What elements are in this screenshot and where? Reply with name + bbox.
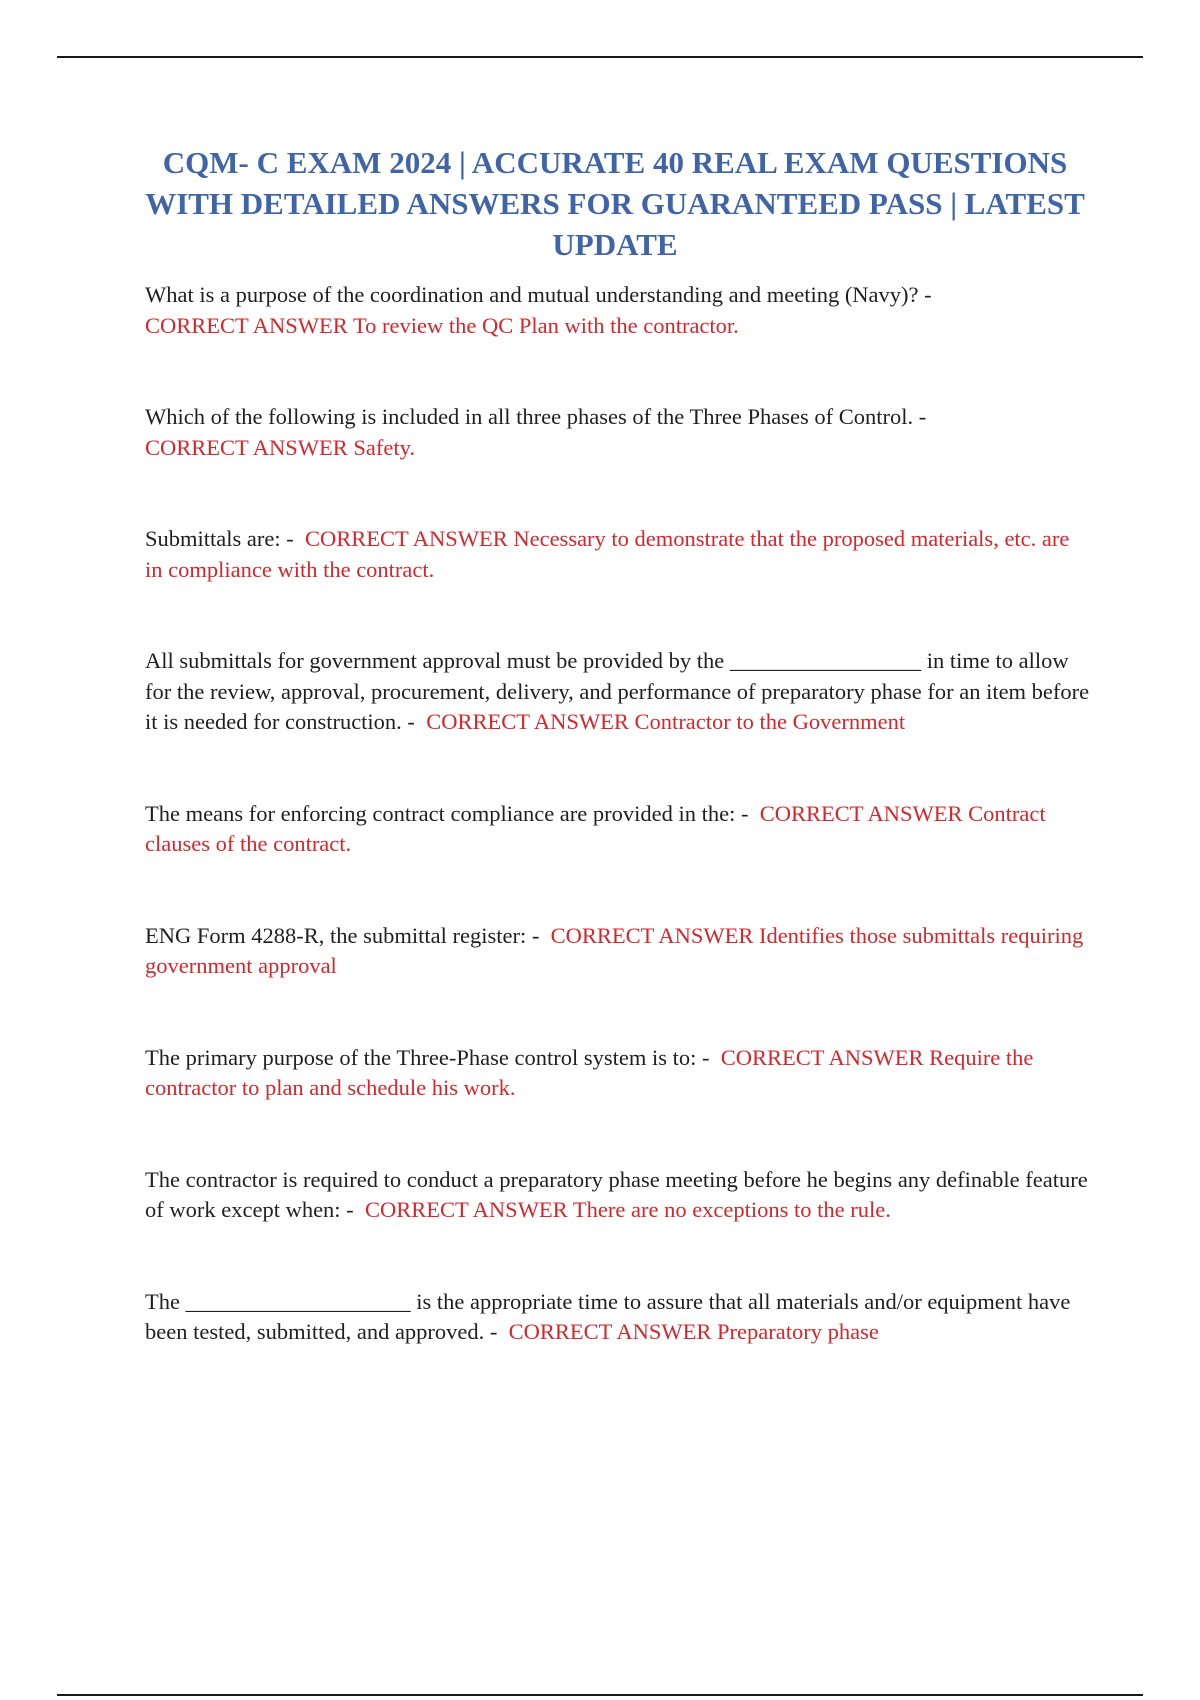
answer-text: CORRECT ANSWER There are no exceptions to the rule. [364, 1197, 891, 1222]
answer-text: CORRECT ANSWER Contractor to the Government [426, 709, 906, 734]
qa-item-1 [145, 280, 1090, 341]
qa-item-6 [145, 921, 1090, 982]
document-title: CQM- C EXAM 2024 | ACCURATE 40 REAL EXAM QUESTIONS WITH DETAILED ANSWERS FOR GUARANTEED PASS | LATEST UPDATE [145, 145, 1085, 262]
question-text: The contractor is required to conduct a preparatory phase meeting before he begins any definable feature of work except when: - [145, 1166, 1088, 1222]
question-text: What is a purpose of the coordination and mutual understanding and meeting (Navy)? - [145, 282, 932, 307]
question-text: ENG Form 4288-R, the submittal register: - [145, 922, 540, 948]
qa-list [145, 280, 1090, 1348]
bottom-divider [57, 1694, 1143, 1696]
question-text: The means for enforcing contract compliance are provided in the: - [145, 800, 749, 826]
qa-item-3 [145, 524, 1090, 585]
qa-item-2 [145, 402, 1090, 463]
answer-text: CORRECT ANSWER Preparatory phase [508, 1319, 879, 1344]
answer-text: CORRECT ANSWER Identifies those submittals requiring government approval [145, 922, 1084, 978]
question-text: Which of the following is included in all three phases of the Three Phases of Control. - [145, 404, 927, 429]
qa-item-4 [145, 646, 1090, 738]
qa-item-7 [145, 1043, 1090, 1104]
question-text: Submittals are: - [145, 526, 294, 551]
answer-text: CORRECT ANSWER Safety. [145, 434, 416, 460]
answer-text: CORRECT ANSWER Require the contractor to plan and schedule his work. [145, 1044, 1034, 1100]
answer-text: CORRECT ANSWER Contract clauses of the contract. [145, 800, 1046, 856]
qa-item-8 [145, 1165, 1090, 1226]
question-text: All submittals for government approval must be provided by the _________________ in time to allow for the review, approval, procurement, delivery, and performance of preparatory phase for an item before it is needed for construction. - [145, 648, 1090, 734]
question-text: The primary purpose of the Three-Phase control system is to: - [145, 1044, 710, 1070]
top-divider [57, 56, 1143, 58]
question-text: The ____________________ is the appropriate time to assure that all materials and/or equipment have been tested, submitted, and approved. - [145, 1288, 1071, 1344]
qa-item-5 [145, 799, 1090, 860]
answer-text: CORRECT ANSWER Necessary to demonstrate that the proposed materials, etc. are in compliance with the contract. [145, 526, 1070, 582]
answer-text: CORRECT ANSWER To review the QC Plan with the contractor. [145, 312, 739, 338]
qa-item-9 [145, 1287, 1090, 1348]
